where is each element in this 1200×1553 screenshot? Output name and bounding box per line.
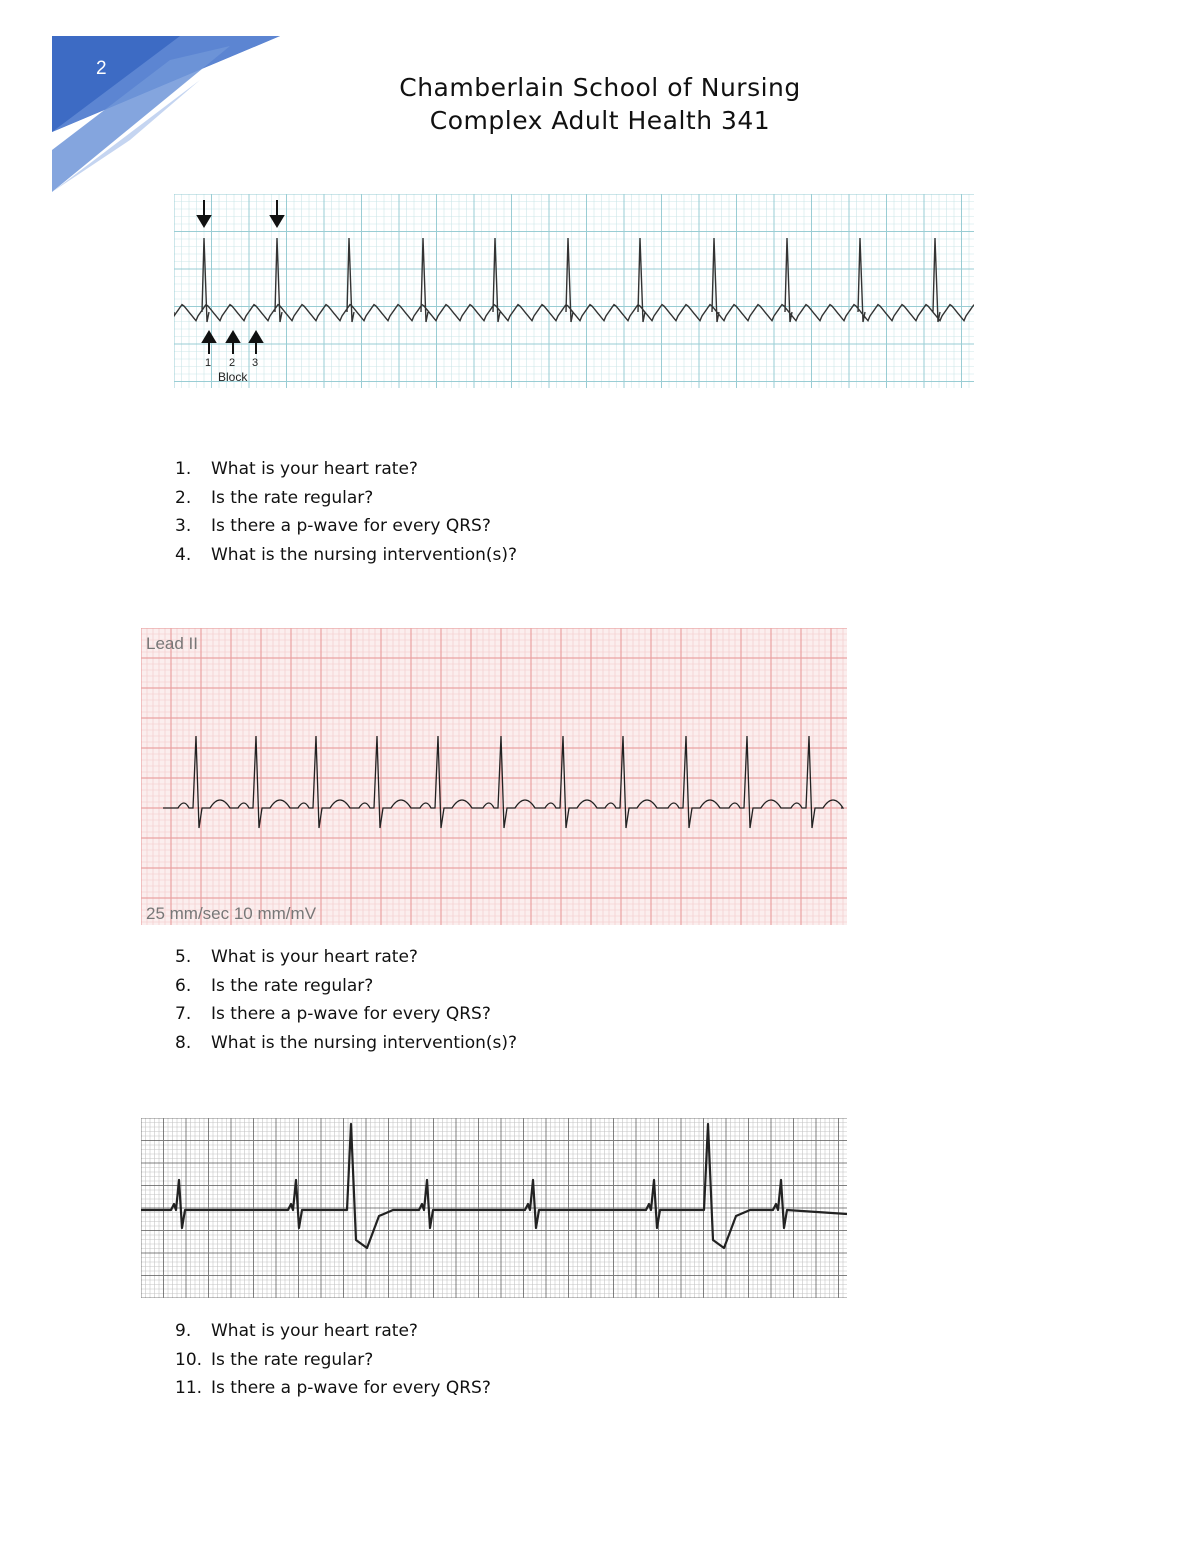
block-label: Block xyxy=(218,370,248,384)
question-item: 2. Is the rate regular? xyxy=(175,487,374,508)
ecg-strip-3 xyxy=(141,1118,847,1298)
question-item: 6. Is the rate regular? xyxy=(175,975,374,996)
ecg-strip-2-lead-ii xyxy=(141,628,847,925)
ecg-strip-1 xyxy=(174,194,974,388)
down-arrow-icon xyxy=(271,200,283,226)
question-list-3 xyxy=(175,1317,491,1403)
speed-gain-label: 25 mm/sec 10 mm/mV xyxy=(146,904,317,923)
arrow-number-1: 1 xyxy=(205,357,212,369)
down-arrow-icon xyxy=(198,200,210,226)
lead-label: Lead II xyxy=(146,634,198,653)
question-item: 7. Is there a p-wave for every QRS? xyxy=(175,1004,491,1024)
page-number: 2 xyxy=(96,58,107,79)
up-arrow-icon xyxy=(203,332,215,354)
up-arrow-icon xyxy=(227,332,239,354)
arrow-number-2: 2 xyxy=(229,357,236,369)
page-title-course: Complex Adult Health 341 xyxy=(429,106,771,135)
up-arrow-icon xyxy=(250,332,262,354)
question-item: 3. Is there a p-wave for every QRS? xyxy=(175,516,491,536)
question-item: 4. What is the nursing intervention(s)? xyxy=(175,544,518,565)
arrow-number-3: 3 xyxy=(252,357,259,369)
question-item: 5. What is your heart rate? xyxy=(175,947,418,967)
question-list-1 xyxy=(175,455,517,569)
question-list-2 xyxy=(175,943,517,1057)
question-item: 1. What is your heart rate? xyxy=(175,459,418,479)
question-item: 11. Is there a p-wave for every QRS? xyxy=(175,1378,491,1398)
page-title-school: Chamberlain School of Nursing xyxy=(399,73,801,102)
question-item: 9. What is your heart rate? xyxy=(175,1321,418,1341)
question-item: 8. What is the nursing intervention(s)? xyxy=(175,1032,518,1053)
question-item: 10. Is the rate regular? xyxy=(175,1349,374,1370)
